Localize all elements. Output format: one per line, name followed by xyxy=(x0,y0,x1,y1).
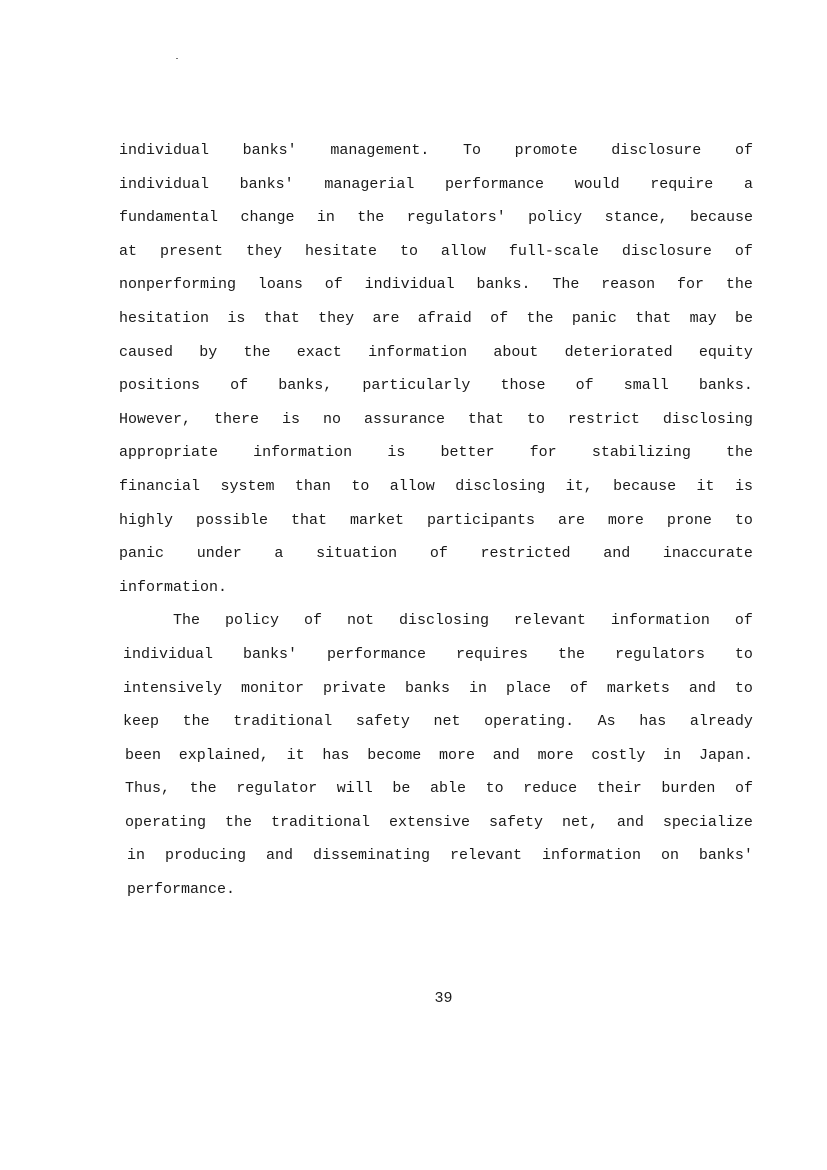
word: in xyxy=(316,209,335,227)
word: individual xyxy=(364,276,455,294)
word: policy xyxy=(528,209,583,227)
word: traditional xyxy=(270,813,370,831)
word: Japan. xyxy=(698,746,753,764)
body-text xyxy=(119,134,753,907)
text-line xyxy=(119,504,753,538)
word: able xyxy=(429,780,466,798)
word: full-scale xyxy=(508,242,599,260)
word: information xyxy=(368,343,468,361)
word: is xyxy=(227,309,246,327)
text-line xyxy=(119,705,753,739)
word: under xyxy=(196,545,242,563)
word: equity xyxy=(698,343,753,361)
word: stance, xyxy=(604,209,668,227)
word: participants xyxy=(426,511,535,529)
word: that xyxy=(290,511,327,529)
word: been xyxy=(125,746,162,764)
word: banks' xyxy=(242,142,297,159)
word: be xyxy=(392,780,411,798)
word: restricted xyxy=(480,545,571,563)
word: place xyxy=(505,679,551,697)
word: highly xyxy=(119,511,174,529)
text-line: performance. xyxy=(127,881,236,899)
word: the xyxy=(526,309,554,327)
word: because xyxy=(613,477,677,495)
word: banks. xyxy=(698,377,753,395)
word: safety xyxy=(488,813,543,831)
word: are xyxy=(557,511,585,529)
word: net, xyxy=(561,813,598,831)
word: banks' xyxy=(242,645,297,663)
word: to xyxy=(351,477,370,495)
word: managerial xyxy=(324,175,415,193)
word: regulators' xyxy=(406,209,506,227)
word: is xyxy=(387,444,406,462)
word: for xyxy=(677,276,705,294)
word: operating. xyxy=(484,713,575,731)
page-number: 39 xyxy=(434,990,453,1007)
word: banks, xyxy=(278,377,333,395)
word: panic xyxy=(119,545,165,563)
text-line xyxy=(119,672,753,706)
word: better xyxy=(440,444,495,462)
word: panic xyxy=(571,309,617,327)
word: present xyxy=(159,242,223,260)
text-line xyxy=(119,134,753,168)
word: that xyxy=(467,410,504,428)
text-line xyxy=(119,168,753,202)
word: no xyxy=(322,410,341,428)
word: to xyxy=(485,780,504,798)
word: to xyxy=(734,645,753,663)
word: and xyxy=(603,545,631,563)
word: nonperforming xyxy=(119,276,237,294)
word: markets xyxy=(606,679,670,697)
word: of xyxy=(575,377,594,395)
word: private xyxy=(322,679,386,697)
word: reason xyxy=(601,276,656,294)
word: of xyxy=(734,780,753,798)
word: fundamental xyxy=(119,209,219,227)
word: there xyxy=(213,410,259,428)
word: As xyxy=(597,713,616,731)
word: performance xyxy=(444,175,544,193)
word: in xyxy=(663,746,682,764)
word: the xyxy=(182,713,210,731)
word: banks' xyxy=(698,847,753,865)
word: appropriate xyxy=(119,444,219,462)
word: small xyxy=(623,377,669,395)
word: the xyxy=(725,276,753,294)
word: afraid xyxy=(417,309,472,327)
text-line xyxy=(119,638,753,672)
word: disclosure xyxy=(611,142,702,159)
word: intensively xyxy=(123,679,223,697)
text-line xyxy=(119,302,753,336)
word: net xyxy=(433,713,461,731)
word: the xyxy=(243,343,271,361)
text-line xyxy=(119,201,753,235)
word: their xyxy=(596,780,642,798)
word: of xyxy=(230,377,249,395)
word: financial xyxy=(119,477,201,495)
text-line xyxy=(119,739,753,773)
text-line xyxy=(119,436,753,470)
word: exact xyxy=(296,343,342,361)
word: hesitate xyxy=(304,242,377,260)
word: in xyxy=(468,679,487,697)
word: costly xyxy=(591,746,646,764)
word: requires xyxy=(455,645,528,663)
word: those xyxy=(500,377,546,395)
word: prone xyxy=(666,511,712,529)
word: allow xyxy=(389,477,435,495)
word: banks. xyxy=(476,276,531,294)
word: not xyxy=(346,612,374,630)
word: is xyxy=(734,477,753,495)
word: to xyxy=(734,679,753,697)
text-line xyxy=(119,839,753,873)
word: of xyxy=(303,612,322,630)
word: has xyxy=(639,713,667,731)
word: will xyxy=(336,780,373,798)
word: may xyxy=(689,309,717,327)
word: in xyxy=(127,847,146,865)
word: more xyxy=(607,511,644,529)
word: monitor xyxy=(241,679,305,697)
word: they xyxy=(318,309,355,327)
word: a xyxy=(743,175,753,193)
word: reduce xyxy=(523,780,578,798)
word: relevant xyxy=(513,612,586,630)
word: deteriorated xyxy=(564,343,673,361)
word: system xyxy=(220,477,275,495)
word: positions xyxy=(119,377,201,395)
word: However, xyxy=(119,410,192,428)
word: information xyxy=(541,847,641,865)
word: producing xyxy=(164,847,246,865)
word: relevant xyxy=(449,847,522,865)
word: operating xyxy=(125,813,207,831)
word: than xyxy=(294,477,331,495)
word: disclosure xyxy=(621,242,712,260)
word: The xyxy=(552,276,580,294)
text-line xyxy=(119,470,753,504)
word: and xyxy=(688,679,716,697)
text-line xyxy=(119,268,753,302)
word: assurance xyxy=(363,410,445,428)
word: become xyxy=(367,746,422,764)
word: of xyxy=(734,142,753,159)
word: stabilizing xyxy=(591,444,691,462)
word: they xyxy=(245,242,282,260)
word: of xyxy=(569,679,588,697)
text-line xyxy=(119,235,753,269)
word: already xyxy=(689,713,753,731)
word: individual xyxy=(123,645,214,663)
word: To xyxy=(462,142,481,159)
word: of xyxy=(429,545,448,563)
scan-speck xyxy=(176,58,178,59)
word: individual xyxy=(119,142,210,159)
word: at xyxy=(119,242,138,260)
word: individual xyxy=(119,175,210,193)
word: be xyxy=(734,309,753,327)
text-line xyxy=(119,772,753,806)
word: banks' xyxy=(239,175,294,193)
word: of xyxy=(734,612,753,630)
word: restrict xyxy=(567,410,640,428)
word: change xyxy=(240,209,295,227)
text-line xyxy=(119,537,753,571)
word: about xyxy=(493,343,539,361)
word: by xyxy=(199,343,218,361)
word: disclosing xyxy=(455,477,546,495)
text-line: information. xyxy=(119,578,228,596)
word: to xyxy=(526,410,545,428)
word: hesitation xyxy=(119,309,210,327)
word: it xyxy=(696,477,715,495)
word: and xyxy=(616,813,644,831)
word: market xyxy=(349,511,404,529)
text-line xyxy=(119,403,753,437)
word: it xyxy=(286,746,305,764)
word: the xyxy=(189,780,217,798)
word: require xyxy=(650,175,714,193)
word: information xyxy=(610,612,710,630)
word: for xyxy=(529,444,557,462)
word: are xyxy=(372,309,400,327)
word: and xyxy=(265,847,293,865)
word: disseminating xyxy=(312,847,430,865)
word: on xyxy=(660,847,679,865)
word: The xyxy=(173,612,201,630)
word: information xyxy=(253,444,353,462)
text-line xyxy=(119,806,753,840)
word: particularly xyxy=(362,377,471,395)
word: would xyxy=(574,175,620,193)
word: that xyxy=(263,309,300,327)
word: regulators xyxy=(614,645,705,663)
word: management. xyxy=(330,142,430,159)
word: extensive xyxy=(388,813,470,831)
word: more xyxy=(438,746,475,764)
text-line xyxy=(119,369,753,403)
word: performance xyxy=(326,645,426,663)
word: has xyxy=(322,746,350,764)
word: promote xyxy=(514,142,578,159)
text-line xyxy=(119,336,753,370)
word: to xyxy=(734,511,753,529)
word: situation xyxy=(316,545,398,563)
word: the xyxy=(224,813,252,831)
word: burden xyxy=(661,780,716,798)
word: of xyxy=(490,309,509,327)
word: the xyxy=(557,645,585,663)
word: policy xyxy=(224,612,279,630)
word: loans xyxy=(257,276,303,294)
word: inaccurate xyxy=(662,545,753,563)
word: regulator xyxy=(236,780,318,798)
word: that xyxy=(635,309,672,327)
word: of xyxy=(324,276,343,294)
word: traditional xyxy=(233,713,333,731)
word: because xyxy=(689,209,753,227)
word: explained, xyxy=(178,746,269,764)
word: keep xyxy=(123,713,160,731)
word: is xyxy=(281,410,300,428)
word: possible xyxy=(195,511,268,529)
word: allow xyxy=(440,242,486,260)
text-line xyxy=(119,604,753,638)
word: caused xyxy=(119,343,174,361)
word: specialize xyxy=(662,813,753,831)
word: safety xyxy=(355,713,410,731)
word: banks xyxy=(404,679,450,697)
word: the xyxy=(725,444,753,462)
word: Thus, xyxy=(125,780,171,798)
word: a xyxy=(274,545,284,563)
word: more xyxy=(537,746,574,764)
word: of xyxy=(734,242,753,260)
word: disclosing xyxy=(398,612,489,630)
word: it, xyxy=(565,477,593,495)
word: the xyxy=(357,209,385,227)
word: to xyxy=(399,242,418,260)
word: and xyxy=(492,746,520,764)
word: disclosing xyxy=(662,410,753,428)
